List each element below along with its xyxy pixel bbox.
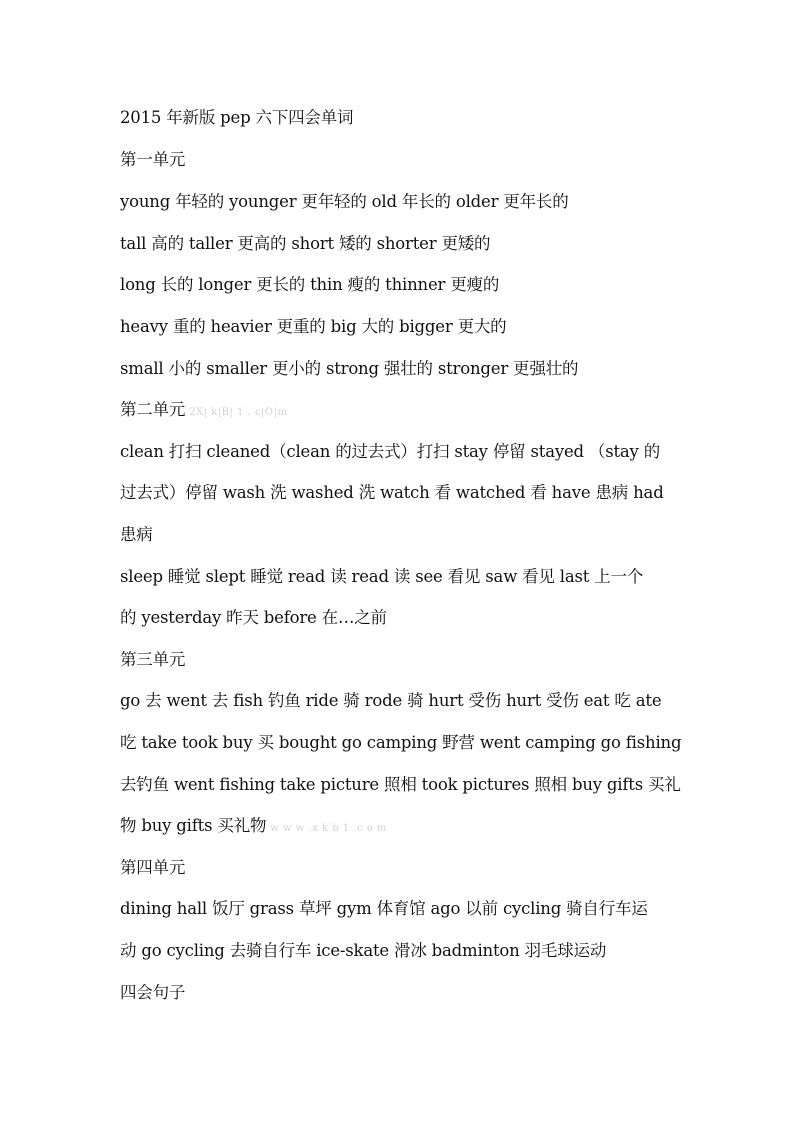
vocab-line: small 小的 smaller 更小的 strong 强壮的 stronger 更强壮的 [120, 359, 579, 378]
vocab-line: heavy 重的 heavier 更重的 big 大的 bigger 更大的 [120, 317, 507, 336]
vocab-line: 患病 [120, 525, 153, 544]
vocab-line: 的 yesterday 昨天 before 在…之前 [120, 608, 387, 627]
watermark-text: 2X| k|B| 1 . c|O|m [189, 407, 288, 418]
vocab-line: young 年轻的 younger 更年轻的 old 年长的 older 更年长的 [120, 192, 569, 211]
section-heading-unit-2-row [120, 399, 700, 424]
vocab-line-row [120, 815, 700, 840]
vocab-line: 吃 take took buy 买 bought go camping 野营 went camping go fishing [120, 733, 682, 752]
vocab-line: clean 打扫 cleaned（clean 的过去式）打扫 stay 停留 stayed （stay 的 [120, 442, 661, 461]
vocab-line: 去钓鱼 went fishing take picture 照相 took pictures 照相 buy gifts 买礼 [120, 775, 681, 794]
vocab-line: tall 高的 taller 更高的 short 矮的 shorter 更矮的 [120, 234, 491, 253]
section-heading-unit-1: 第一单元 [120, 150, 186, 169]
vocab-line: 动 go cycling 去骑自行车 ice-skate 滑冰 badminton 羽毛球运动 [120, 941, 607, 960]
vocab-line: 物 buy gifts 买礼物 [120, 816, 267, 835]
section-heading-unit-4: 第四单元 [120, 858, 186, 877]
vocab-line: 过去式）停留 wash 洗 washed 洗 watch 看 watched 看 have 患病 had [120, 483, 664, 502]
vocab-line: sleep 睡觉 slept 睡觉 read 读 read 读 see 看见 saw 看见 last 上一个 [120, 567, 644, 586]
vocab-line: dining hall 饭厅 grass 草坪 gym 体育馆 ago 以前 cycling 骑自行车运 [120, 899, 648, 918]
vocab-line: go 去 went 去 fish 钓鱼 ride 骑 rode 骑 hurt 受伤 hurt 受伤 eat 吃 ate [120, 691, 662, 710]
vocab-line: long 长的 longer 更长的 thin 瘦的 thinner 更瘦的 [120, 275, 500, 294]
section-heading-unit-3: 第三单元 [120, 650, 186, 669]
section-heading-sentences: 四会句子 [120, 983, 186, 1002]
watermark-text: w w w .x k b 1 .c o m [270, 823, 388, 834]
document-title: 2015 年新版 pep 六下四会单词 [120, 108, 354, 127]
section-heading-unit-2: 第二单元 [120, 400, 186, 419]
